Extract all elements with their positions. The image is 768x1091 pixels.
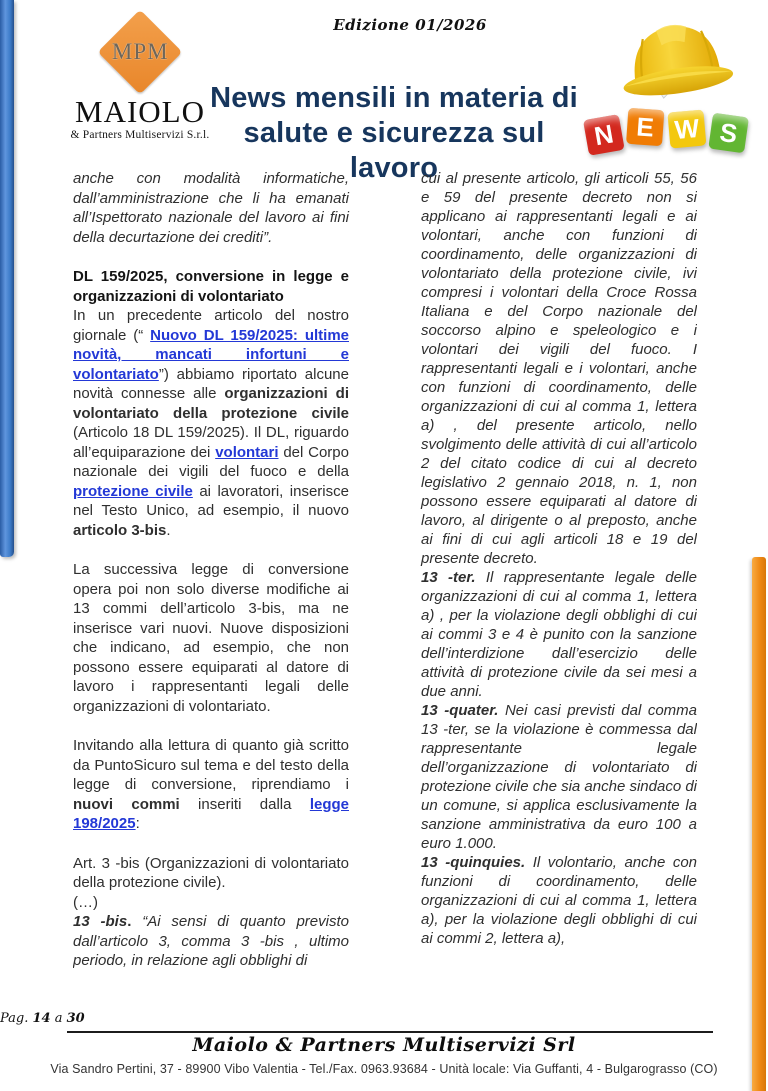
text-run: . bbox=[127, 913, 143, 930]
mpm-diamond-icon bbox=[98, 10, 183, 95]
logo-company-subtitle: & Partners Multiservizi S.r.l. bbox=[70, 129, 210, 141]
paragraph bbox=[421, 169, 697, 568]
text-run: cui al presente articolo, gli articoli 55, 56 e 59 del presente decreto non si applicano ai rappresentanti legali e ai volontari, anche con funzioni di coordinamento, delle organizzazioni di volontariato della protezione civile, ivi compresi i volontari della Croce Rossa Italiana e del Corpo nazionale del soccorso alpino e speleologico e i volontari dei vigili del fuoco. I rappresentanti legali e i volontari, anche con funzioni di coordinamento, delle organizzazioni di cui al comma 1, lettera a) , del presente articolo, nello svolgimento delle attività di cui all’articolo 2 del citato codice di cui al decreto legislativo 2 gennaio 2018, n. 1, non possono essere equiparati al datore di lavoro, al dirigente o al preposto, anche ai fini di cui agli articoli 18 e 19 del presente decreto. bbox=[421, 170, 697, 567]
text-run: Pag. bbox=[0, 1011, 33, 1026]
page-title-line1: News mensili in materia di bbox=[210, 82, 578, 115]
inline-link[interactable]: legge 198/2025 bbox=[73, 795, 349, 832]
text-run: In un precedente articolo del nostro giornale (“ bbox=[73, 307, 349, 344]
hard-hat-icon bbox=[608, 8, 742, 106]
text-run: anche con modalità informatiche, dall’amministrazione che li ha emanati all’Ispettorato nazionale del lavoro ai fini della decurtazione dei crediti”. bbox=[73, 170, 349, 246]
inline-link[interactable]: Nuovo DL 159/2025: ultime novità, mancati infortuni e volontariato bbox=[73, 326, 349, 383]
news-block-s: S bbox=[708, 113, 749, 154]
text-run: . bbox=[521, 854, 533, 871]
right-column bbox=[421, 169, 697, 1011]
page-number bbox=[0, 1011, 768, 1026]
footer-divider bbox=[67, 1031, 713, 1033]
footer-address: Via Sandro Pertini, 37 - 89900 Vibo Valentia - Tel./Fax. 0963.93684 - Unità locale: Via Guffanti, 4 - Bulgarograsso (CO) bbox=[50, 1062, 718, 1076]
text-run: del Corpo nazionale dei vigili del fuoco e della bbox=[73, 443, 349, 480]
text-run: articolo 3-bis bbox=[73, 521, 167, 539]
text-run: 13 -quater bbox=[421, 702, 495, 719]
text-run: 14 bbox=[32, 1011, 51, 1026]
text-run: 30 bbox=[66, 1011, 85, 1026]
paragraph bbox=[73, 736, 349, 834]
logo-monogram: MPM bbox=[111, 38, 169, 64]
page-title-line2: salute e sicurezza sul lavoro bbox=[243, 117, 545, 185]
text-run: inseriti dalla bbox=[179, 795, 310, 813]
paragraph bbox=[0, 1011, 768, 1026]
text-run: (Articolo 18 DL 159/2025). Il DL, riguardo all’equiparazione dei bbox=[73, 424, 349, 461]
left-column bbox=[73, 169, 349, 1011]
footer-company-name: Maiolo & Partners Multiservizi Srl bbox=[192, 1034, 576, 1056]
paragraph bbox=[421, 568, 697, 701]
text-run: nuovi commi bbox=[73, 795, 180, 813]
paragraph bbox=[73, 893, 349, 913]
paragraph bbox=[73, 267, 349, 306]
text-run: (…) bbox=[73, 893, 98, 911]
inline-link[interactable]: volontari bbox=[215, 443, 279, 461]
text-run: . bbox=[166, 521, 171, 539]
text-run: . bbox=[494, 702, 505, 719]
left-accent-bar bbox=[0, 0, 14, 557]
text-run: . bbox=[471, 569, 486, 586]
paragraph bbox=[73, 560, 349, 716]
paragraph bbox=[73, 169, 349, 247]
news-blocks-icon bbox=[578, 102, 754, 158]
paragraph bbox=[73, 854, 349, 893]
text-run: DL 159/2025, conversione in legge e organizzazioni di volontariato bbox=[73, 268, 349, 305]
inline-link[interactable]: protezione civile bbox=[73, 482, 193, 500]
news-block-w: W bbox=[667, 110, 706, 149]
paragraph bbox=[73, 306, 349, 540]
text-run: organizzazioni di volontariato della protezione civile bbox=[73, 385, 349, 422]
text-run: 13 -ter bbox=[421, 569, 472, 586]
text-run: ”) abbiamo riportato alcune novità connesse alle bbox=[73, 365, 349, 402]
paragraph bbox=[421, 701, 697, 853]
news-block-n: N bbox=[583, 114, 625, 156]
edition-label: Edizione 01/2026 bbox=[333, 16, 487, 34]
article-body bbox=[73, 169, 697, 1011]
text-run: Art. 3 -bis (Organizzazioni di volontariato della protezione civile). bbox=[73, 854, 349, 891]
text-run: a bbox=[50, 1011, 67, 1026]
text-run: : bbox=[135, 815, 140, 832]
text-run: “Ai sensi di quanto previsto dall’articolo 3, comma 3 -bis , ultimo periodo, in relazione agli obblighi di bbox=[73, 913, 349, 969]
text-run: Il volontario, anche con funzioni di coordinamento, delle organizzazioni di cui al comma 1, lettera a), per la violazione degli obblighi di cui ai commi 2, lettera a), bbox=[421, 854, 697, 947]
news-block-e: E bbox=[626, 108, 664, 146]
paragraph bbox=[73, 912, 349, 971]
text-run: ai lavoratori, inserisce nel Testo Unico, ad esempio, il nuovo bbox=[73, 482, 349, 519]
text-run: Il rappresentante legale delle organizzazioni di cui al comma 1, lettera a) , per la violazione degli obblighi di cui ai commi 3 e 4 è punito con la sanzione dell’interdizione dall’esercizio delle attività di protezione civile da sei mesi a due anni. bbox=[421, 569, 697, 700]
text-run: La successiva legge di conversione opera poi non solo diverse modifiche ai 13 commi dell’articolo 3-bis, ma ne inserisce vari nuovi. Nuove disposizioni che indicano, ad esempio, che non possono essere equiparati al datore di lavoro i rappresentanti legali delle organizzazioni di volontariato. bbox=[73, 561, 349, 715]
text-run: 13 -bis bbox=[73, 913, 128, 930]
paragraph bbox=[421, 853, 697, 948]
text-run: Invitando alla lettura di quanto già scritto da PuntoSicuro sul tema e del testo della legge di conversione, riprendiamo i bbox=[73, 737, 349, 793]
text-run: Nei casi previsti dal comma 13 -ter, se la violazione è commessa dal rappresentante legale dell’organizzazione di volontariato di protezione civile che sia anche sindaco di un comune, si applica esclusivamente la sanzione amministrativa da euro 100 a euro 1.000. bbox=[421, 702, 697, 852]
logo-company-name: MAIOLO bbox=[75, 94, 205, 129]
text-run: 13 -quinquies bbox=[421, 854, 522, 871]
